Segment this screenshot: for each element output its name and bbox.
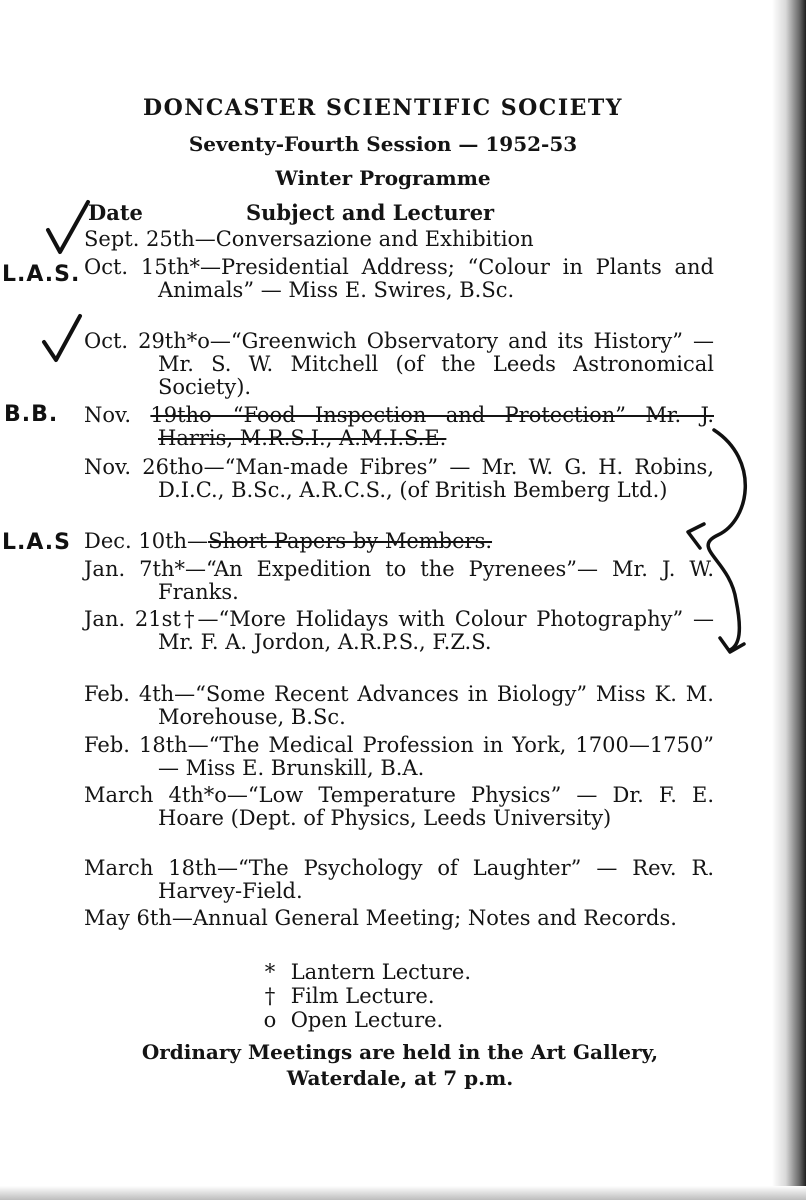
arrow-head-lower-icon — [720, 638, 744, 652]
legend-lantern-label: Lantern Lecture. — [290, 960, 472, 984]
entry-march-18: March 18th—“The Psychology of Laughter” — Rev. R. Harvey-Field. — [84, 856, 714, 903]
entry-dec-10-struck-text: Short Papers by Members. — [208, 529, 493, 553]
entry-jan-7: Jan. 7th*—“An Expedition to the Pyrenees”— Mr. J. W. Franks. — [84, 557, 714, 604]
legend-open-label: Open Lecture. — [290, 1008, 444, 1032]
reorder-arrow-icon — [708, 430, 745, 650]
handwritten-las-oct: L.A.S. — [2, 262, 81, 287]
entry-sept-25: Sept. 25th—Conversazione and Exhibition — [84, 227, 534, 251]
entry-oct-15: Oct. 15th*—Presidential Address; “Colour in Plants and Animals” — Miss E. Swires, B.Sc. — [84, 255, 714, 302]
subject-column-header: Subject and Lecturer — [246, 200, 495, 225]
legend-lantern-mark: * — [264, 960, 276, 984]
legend-film-label: Film Lecture. — [290, 984, 435, 1008]
entry-march-4: March 4th*o—“Low Temperature Physics” — Dr. F. E. Hoare (Dept. of Physics, Leeds University) — [84, 783, 714, 830]
session-heading: Seventy-Fourth Session — 1952-53 — [188, 132, 578, 156]
entry-dec-10-date: Dec. 10th— — [84, 529, 209, 553]
entry-oct-29: Oct. 29th*o—“Greenwich Observatory and its History” — Mr. S. W. Mitchell (of the Leeds Astronomical Society). — [84, 329, 714, 399]
tick-mark-date-icon — [48, 202, 88, 252]
entry-feb-18: Feb. 18th—“The Medical Profession in York, 1700—1750” — Miss E. Brunskill, B.A. — [84, 733, 714, 780]
handwritten-bb-nov: B.B. — [4, 402, 59, 427]
meeting-venue-line-1: Ordinary Meetings are held in the Art Gallery, — [141, 1040, 659, 1064]
legend-open-mark: o — [263, 1008, 277, 1032]
entry-nov-19-struck-text: 19tho—“Food Inspection and Protection” Mr. J. Harris, M.R.S.I., A.M.I.S.E. — [150, 403, 714, 450]
entry-jan-21: Jan. 21st†—“More Holidays with Colour Photography” — Mr. F. A. Jordon, A.R.P.S., F.Z.S. — [84, 607, 714, 654]
society-title: DONCASTER SCIENTIFIC SOCIETY — [143, 95, 623, 121]
programme-heading: Winter Programme — [275, 166, 491, 190]
arrow-head-upper-icon — [688, 524, 704, 548]
entry-feb-4: Feb. 4th—“Some Recent Advances in Biology” Miss K. M. Morehouse, B.Sc. — [84, 682, 714, 729]
handwritten-las-dec: L.A.S — [2, 530, 72, 555]
entry-may-6: May 6th—Annual General Meeting; Notes and Records. — [84, 906, 677, 930]
tick-mark-oct-29-icon — [44, 316, 80, 360]
legend-film-mark: † — [264, 984, 276, 1008]
entry-nov-26: Nov. 26tho—“Man-made Fibres” — Mr. W. G. H. Robins, D.I.C., B.Sc., A.R.C.S., (of British Bemberg Ltd.) — [84, 455, 714, 502]
entry-nov-19-date: Nov. — [84, 403, 151, 427]
date-column-header: Date — [88, 200, 143, 225]
meeting-venue-line-2: Waterdale, at 7 p.m. — [286, 1066, 514, 1090]
